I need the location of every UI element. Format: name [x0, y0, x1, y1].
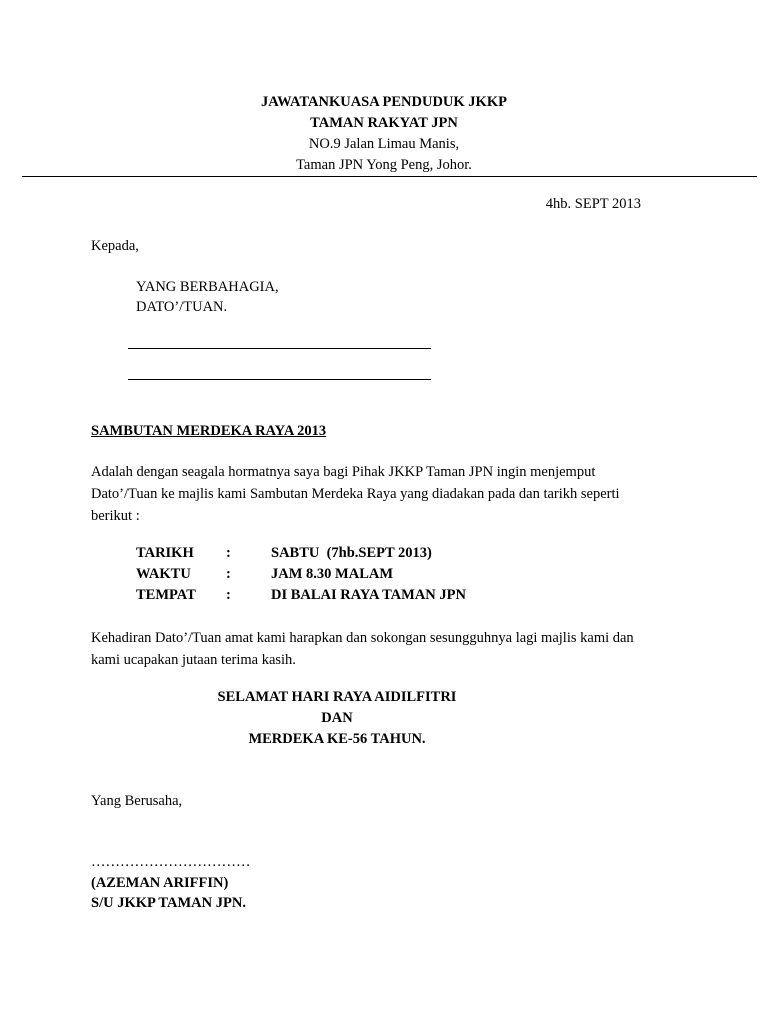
recipient-salutation: Kepada, [91, 238, 139, 254]
signoff-phrase: Yang Berusaha, [91, 793, 183, 809]
recipient-blank-line-1 [128, 348, 431, 349]
greeting-line-1: SELAMAT HARI RAYA AIDILFITRI [217, 689, 457, 705]
letterhead-divider [22, 176, 757, 177]
recipient-line1: YANG BERBAHAGIA, [136, 279, 279, 295]
intro-line-2: Dato’/Tuan ke majlis kami Sambutan Merdeka Raya yang diadakan pada dan tarikh seperti [91, 486, 620, 502]
detail-label-tarikh: TARIKH [136, 545, 194, 561]
letter-date: 4hb. SEPT 2013 [545, 196, 641, 212]
detail-label-waktu: WAKTU [136, 566, 191, 582]
closing-paragraph [91, 627, 681, 671]
intro-line-1: Adalah dengan seagala hormatnya saya bagi Pihak JKKP Taman JPN ingin menjemput [91, 464, 596, 480]
detail-label-tempat: TEMPAT [136, 587, 196, 603]
closing-line-2: kami ucapakan jutaan terima kasih. [91, 652, 296, 668]
recipient-blank-line-2 [128, 379, 431, 380]
signature-dots: …………………………… [91, 854, 251, 870]
intro-paragraph [91, 461, 681, 527]
letterhead-address-line2: Taman JPN Yong Peng, Johor. [296, 157, 472, 173]
closing-line-1: Kehadiran Dato’/Tuan amat kami harapkan dan sokongan sesungguhnya lagi majlis kami dan [91, 630, 634, 646]
greeting-line-3: MERDEKA KE-56 TAHUN. [248, 731, 426, 747]
letter-subject: SAMBUTAN MERDEKA RAYA 2013 [91, 423, 327, 439]
detail-colon-waktu: : [226, 566, 231, 582]
detail-colon-tempat: : [226, 587, 231, 603]
letterhead-address-line1: NO.9 Jalan Limau Manis, [308, 136, 460, 152]
detail-value-waktu: JAM 8.30 MALAM [271, 566, 394, 582]
signatory-name: (AZEMAN ARIFFIN) [91, 875, 229, 891]
recipient-line2: DATO’/TUAN. [136, 299, 228, 315]
letterhead-area-name: TAMAN RAKYAT JPN [310, 115, 458, 131]
detail-value-tempat: DI BALAI RAYA TAMAN JPN [271, 587, 466, 603]
greeting-line-2: DAN [321, 710, 353, 726]
detail-value-tarikh: SABTU (7hb.SEPT 2013) [271, 545, 432, 561]
intro-line-3: berikut : [91, 508, 140, 524]
signatory-title: S/U JKKP TAMAN JPN. [91, 895, 246, 911]
letterhead-org-name: JAWATANKUASA PENDUDUK JKKP [261, 94, 507, 110]
detail-colon-tarikh: : [226, 545, 231, 561]
